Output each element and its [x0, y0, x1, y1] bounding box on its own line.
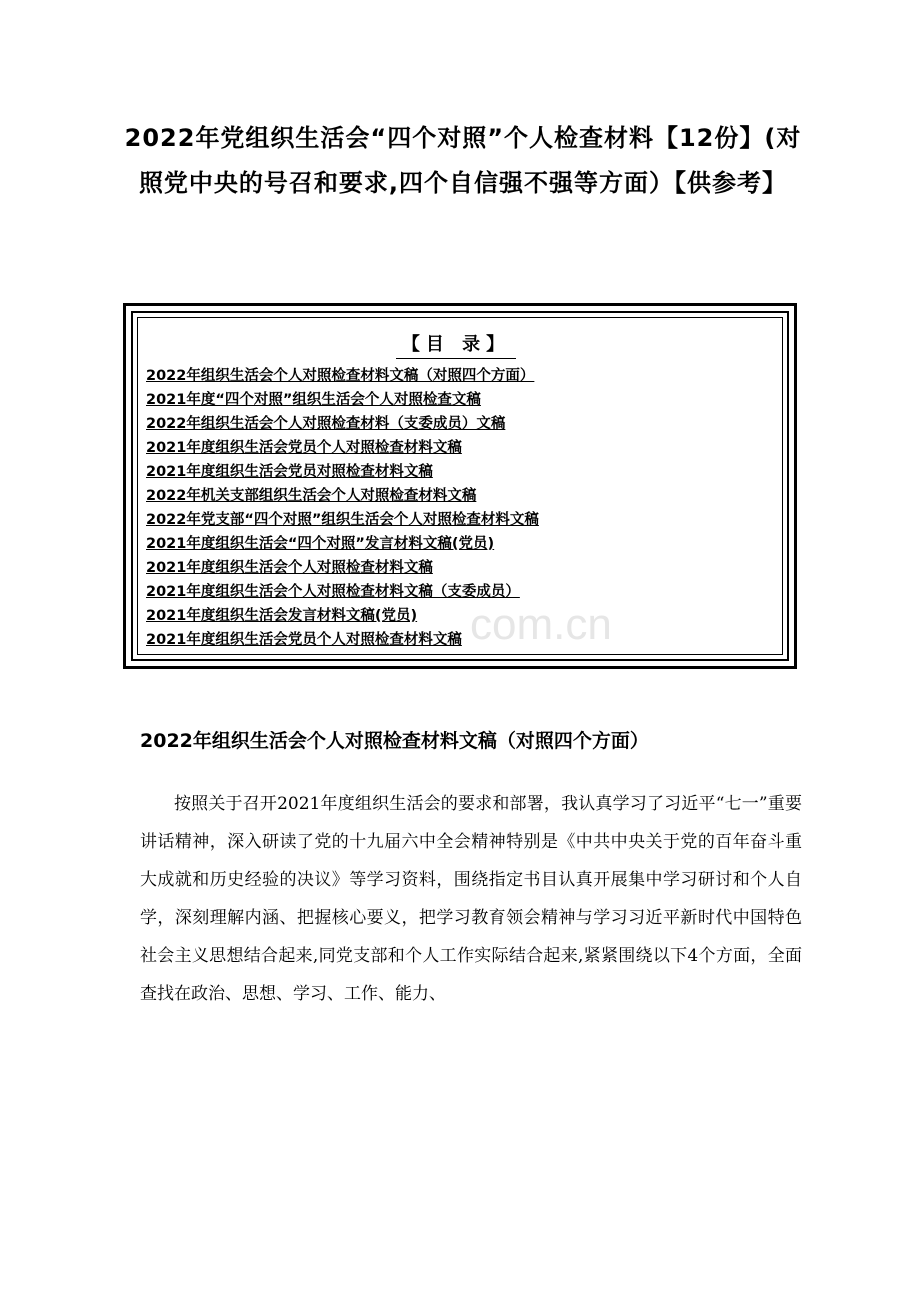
toc-link[interactable]: 2021年度组织生活会“四个对照”发言材料文稿(党员): [146, 536, 495, 552]
toc-item: [146, 627, 782, 651]
toc-item: [146, 603, 782, 627]
watermark: com.cn: [470, 600, 612, 649]
toc-item: [146, 579, 782, 603]
toc-link[interactable]: 2021年度组织生活会发言材料文稿(党员): [146, 608, 418, 624]
table-of-contents: [123, 303, 797, 669]
toc-item: [146, 483, 782, 507]
toc-item: [146, 387, 782, 411]
toc-item: [146, 507, 782, 531]
toc-link[interactable]: 2021年度“四个对照”组织生活会个人对照检查文稿: [146, 392, 481, 408]
toc-link[interactable]: 2022年组织生活会个人对照检查材料文稿（对照四个方面）: [146, 368, 535, 384]
toc-link[interactable]: 2021年度组织生活会党员对照检查材料文稿: [146, 464, 433, 480]
toc-item: [146, 411, 782, 435]
toc-heading: 【目 录】: [396, 330, 516, 359]
toc-link[interactable]: 2021年度组织生活会党员个人对照检查材料文稿: [146, 440, 462, 456]
toc-item: [146, 555, 782, 579]
body-paragraph: 按照关于召开2021年度组织生活会的要求和部署，我认真学习了习近平“七一”重要讲话精神，深入研读了党的十九届六中全会精神特别是《中共中央关于党的百年奋斗重大成就和历史经验的决议》等学习资料，围绕指定书目认真开展集中学习研讨和个人自学，深刻理解内涵、把握核心要义，把学习教育领会精神与学习习近平新时代中国特色社会主义思想结合起来,同党支部和个人工作实际结合起来,紧紧围绕以下4个方面，全面查找在政治、思想、学习、工作、能力、: [140, 794, 802, 1004]
toc-link[interactable]: 2021年度组织生活会党员个人对照检查材料文稿: [146, 632, 462, 648]
toc-link[interactable]: 2022年党支部“四个对照”组织生活会个人对照检查材料文稿: [146, 512, 539, 528]
toc-item: [146, 435, 782, 459]
toc-item: [146, 363, 782, 387]
toc-link[interactable]: 2022年机关支部组织生活会个人对照检查材料文稿: [146, 488, 477, 504]
toc-link[interactable]: 2021年度组织生活会个人对照检查材料文稿（支委成员）: [146, 584, 520, 600]
body-paragraph-container: [140, 785, 802, 1013]
toc-link[interactable]: 2021年度组织生活会个人对照检查材料文稿: [146, 560, 433, 576]
document-title: 2022年党组织生活会“四个对照”个人检查材料【12份】(对照党中央的号召和要求,四个自信强不强等方面）【供参考】: [124, 124, 802, 197]
toc-link[interactable]: 2022年组织生活会个人对照检查材料（支委成员）文稿: [146, 416, 506, 432]
toc-list: [146, 363, 782, 651]
toc-item: [146, 459, 782, 483]
section-heading: 2022年组织生活会个人对照检查材料文稿（对照四个方面）: [140, 730, 649, 752]
toc-item: [146, 531, 782, 555]
